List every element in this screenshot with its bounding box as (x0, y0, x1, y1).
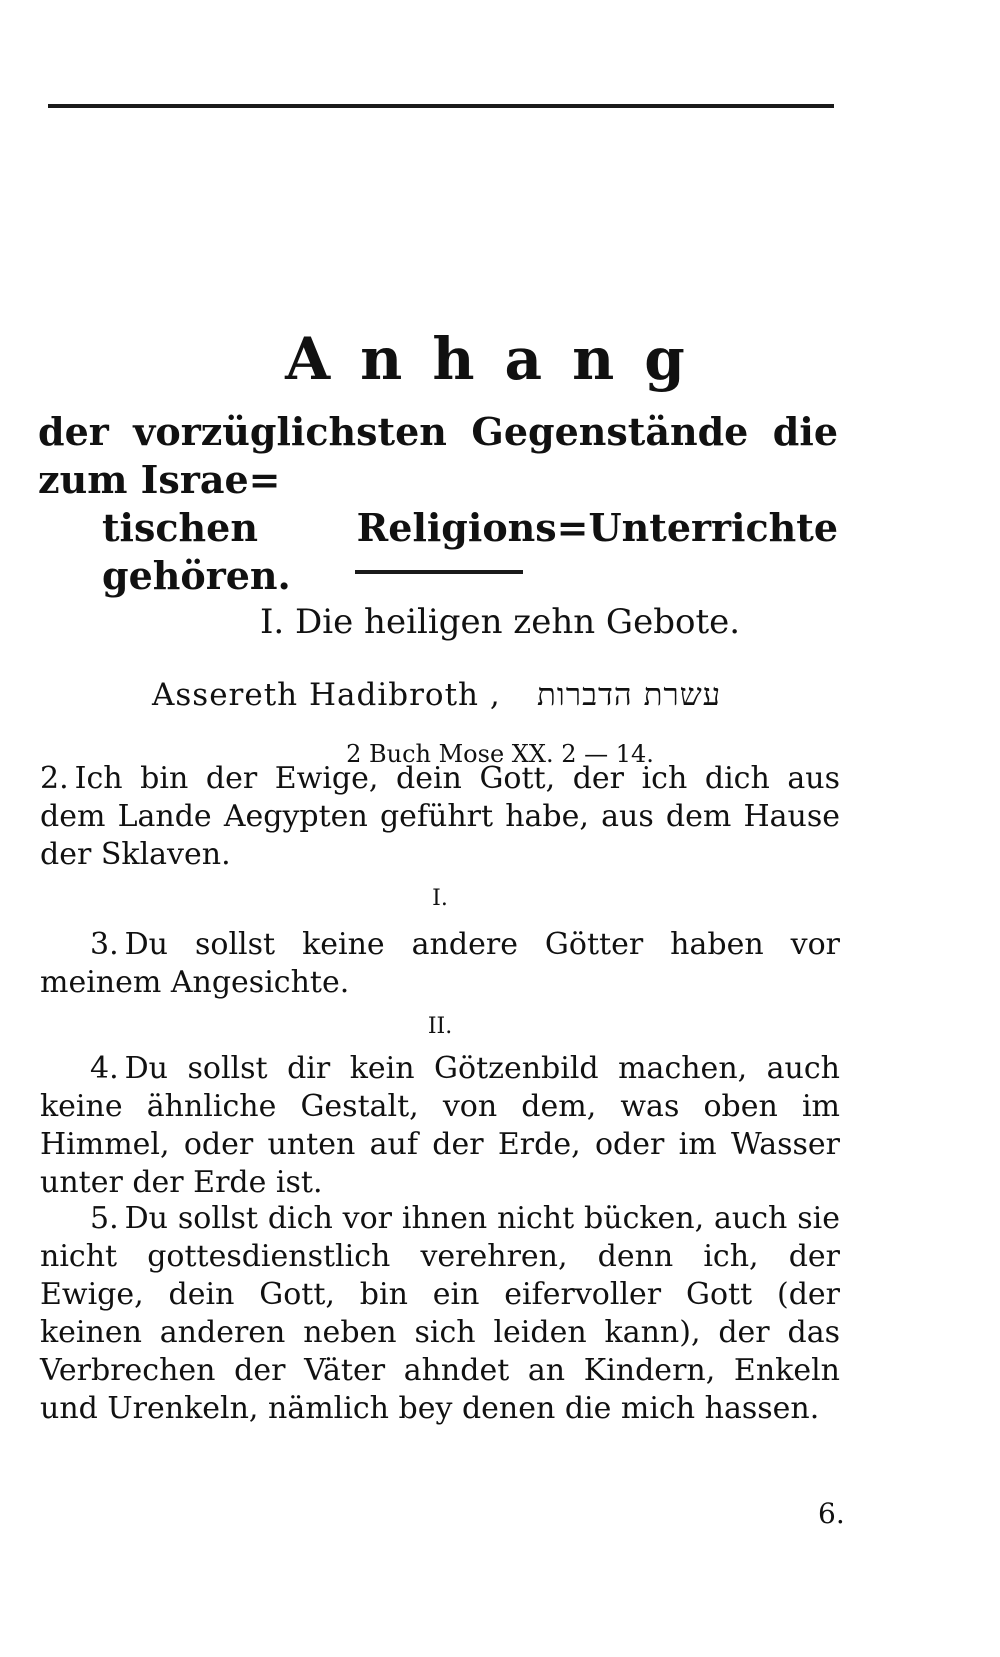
verse-3 (40, 926, 840, 1002)
commandment-marker-2: II. (427, 1014, 453, 1039)
verse-number: 4. (90, 1051, 119, 1086)
section-heading: I. Die heiligen zehn Gebote. (259, 602, 741, 642)
verse-text: Du sollst keine andere Götter haben vor meinem Angesichte. (40, 927, 840, 1000)
page-number: 6. (818, 1497, 845, 1530)
verse-text: Du sollst dir kein Götzenbild machen, auch keine ähnliche Gestalt, von dem, was oben im Himmel, oder unten auf der Erde, oder im Wasser unter der Erde ist. (40, 1051, 840, 1200)
transliteration-text: Assereth Hadibroth , (152, 677, 501, 713)
hebrew-title: עשרת הדברות (537, 677, 722, 713)
verse-text: Du sollst dich vor ihnen nicht bücken, auch sie nicht gottesdienstlich verehren, denn ich, der Ewige, dein Gott, bin ein eifervoller Gott (der keinen anderen neben sich leiden kann), der das Verbrechen der Väter ahndet an Kindern, Enkeln und Urenkeln, nämlich bey denen die mich hassen. (40, 1201, 840, 1426)
verse-4 (40, 1050, 840, 1202)
commandment-marker-1: I. (432, 886, 448, 911)
verse-number: 3. (90, 927, 119, 962)
verse-number: 2. (40, 761, 69, 796)
verse-number: 5. (90, 1201, 119, 1236)
verse-2 (40, 760, 840, 874)
subtitle-line-2: tischen Religions=Unterrichte gehören. (102, 505, 838, 598)
verse-5 (40, 1200, 840, 1428)
scripture-reference: 2 Buch Mose XX. 2 — 14. (346, 740, 654, 768)
top-rule (48, 104, 834, 108)
page-title: Anhang (285, 325, 715, 393)
verse-text: Ich bin der Ewige, dein Gott, der ich dich aus dem Lande Aegypten geführt habe, aus dem Hause der Sklaven. (40, 761, 840, 872)
section-divider (355, 570, 523, 574)
subtitle-line-1: der vorzüglichsten Gegenstände die zum Israe= (38, 409, 838, 502)
transliteration-line (152, 677, 852, 713)
